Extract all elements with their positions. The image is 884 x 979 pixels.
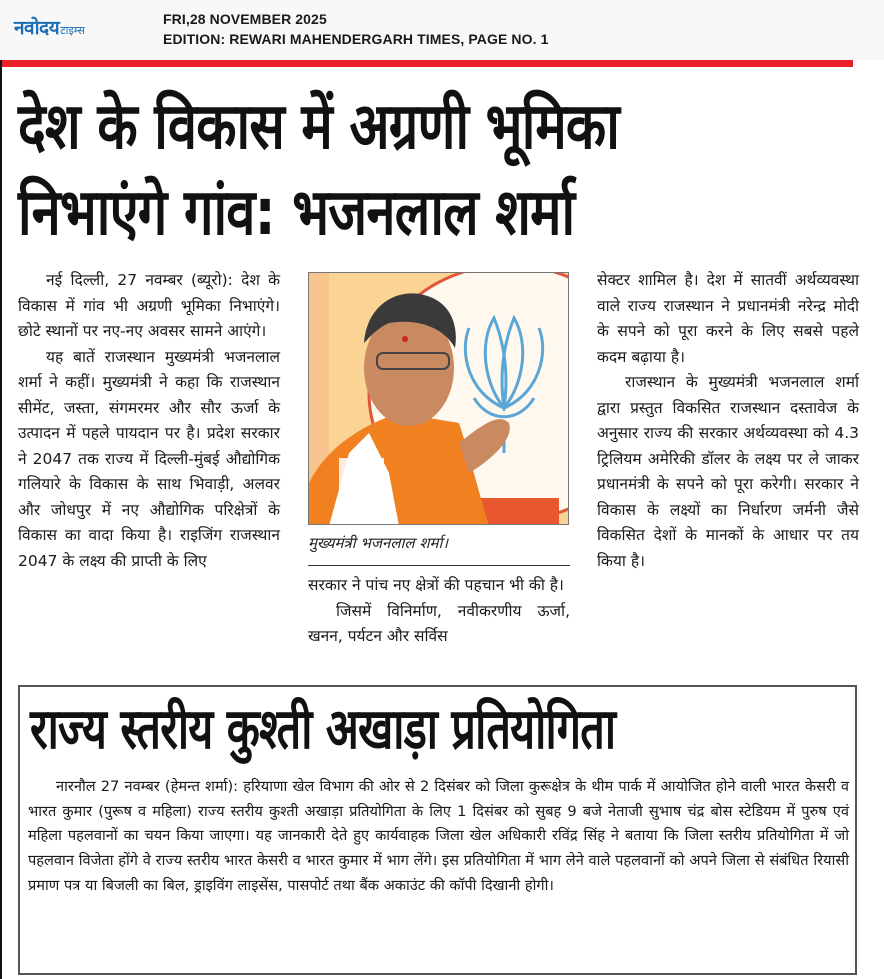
headline-line-2: निभाएंगे गांव: भजनलाल शर्मा xyxy=(18,176,575,250)
paragraph: नई दिल्ली, 27 नवम्बर (ब्यूरो): देश के विकास में गांव भी अग्रणी भूमिका निभाएंगे। छोटे स्थानों पर नए-नए अवसर सामने आएंगे। xyxy=(18,271,280,340)
paragraph: राजस्थान के मुख्यमंत्री भजनलाल शर्मा द्वारा प्रस्तुत विकसित राजस्थान दस्तावेज के अनुसार राज्य की सरकार अर्थव्यवस्था को 4.3 ट्रिलियम अमेरिकी डॉलर के लक्ष्य पर ले जाकर प्रधानमंत्री के सपने को पूरा करेगी। सरकार ने विकास के लक्ष्यों का निर्धारण जर्मनी जैसे विकसित देशों के मानकों के आधार पर तय किया है। xyxy=(597,373,859,570)
article-column-3 xyxy=(597,268,859,574)
paragraph: यह बातें राजस्थान मुख्यमंत्री भजनलाल शर्मा ने कहीं। मुख्यमंत्री ने कहा कि राजस्थान सीमेंट, जस्ता, संगमरमर और सौर ऊर्जा के उत्पादन में पहले पायदान पर है। प्रदेश सरकार ने 2047 तक राज्य में दिल्ली-मुंबई औद्योगिक गलियारे के विकास के साथ भिवाड़ी, अलवर और जोधपुर में नए औद्योगिक परिक्षेत्रों के विकास का वादा किया है। राइजिंग राजस्थान 2047 के लक्ष्य की प्राप्ती के लिए xyxy=(18,347,280,570)
photo-image xyxy=(309,273,569,525)
paragraph: सरकार ने पांच नए क्षेत्रों की पहचान भी की है। xyxy=(308,576,564,594)
newspaper-logo xyxy=(14,14,85,40)
wrestling-article-box xyxy=(18,685,857,975)
logo-sub-text: टाइम्स xyxy=(60,24,85,37)
headline-line-1: देश के विकास में अग्रणी भूमिका xyxy=(18,90,619,164)
wrestling-article-body: नारनौल 27 नवम्बर (हेमन्त शर्मा): हरियाणा खेल विभाग की ओर से 2 दिसंबर को जिला कुरूक्षेत्र के थीम पार्क में आयोजित होने वाली भारत केसरी व भारत कुमार (पुरूष व महिला) राज्य स्तरीय कुश्ती अखाड़ा प्रतियोगिता के लिए 1 दिसंबर को सुबह 9 बजे नेताजी सुभाष चंद्र बोस स्टेडियम में पुरुष एवं महिला पहलवानों का चयन किया जाएगा। यह जानकारी देते हुए कार्यवाहक जिला खेल अधिकारी रविंद्र सिंह ने बताया कि जिला स्तरीय प्रतियोगिता में जो पहलवान विजेता होंगे वे राज्य स्तरीय भारत केसरी व भारत कुमार में भाग लेंगे। इस प्रतियोगिता में भाग लेने वाले पहलवानों को अपने जिला से संबंधित रियासी प्रमाण पत्र या बिजली का बिल, ड्राइविंग लाइसेंस, पासपोर्ट तथा बैंक अकाउंट की कॉपी दिखानी होगी। xyxy=(28,778,849,894)
edition-date: FRI,28 NOVEMBER 2025 xyxy=(163,11,327,27)
photo-caption: मुख्यमंत्री भजनलाल शर्मा। xyxy=(308,534,449,552)
left-page-rule xyxy=(0,60,2,979)
logo-main-text: नवोदय xyxy=(14,17,60,39)
masthead-bar xyxy=(0,0,884,60)
article-column-2 xyxy=(308,573,570,650)
edition-name: EDITION: REWARI MAHENDERGARH TIMES, PAGE NO. 1 xyxy=(163,31,549,47)
caption-divider xyxy=(308,565,570,566)
wrestling-headline: राज्य स्तरीय कुश्ती अखाड़ा प्रतियोगिता xyxy=(30,697,616,762)
article-column-1 xyxy=(18,268,280,574)
paragraph: सेक्टर शामिल है। देश में सातवीं अर्थव्यवस्था वाले राज्य राजस्थान ने प्रधानमंत्री नरेन्द्र मोदी के सपने को पूरा करने के लिए सबसे पहले कदम बढ़ाया है। xyxy=(597,271,859,366)
chief-minister-photo xyxy=(308,272,569,525)
main-headline xyxy=(18,84,707,256)
paragraph: जिसमें विनिर्माण, नवीकरणीय ऊर्जा, खनन, पर्यटन और सर्विस xyxy=(308,601,570,645)
red-divider-bar xyxy=(0,60,853,67)
edition-info xyxy=(163,9,548,49)
